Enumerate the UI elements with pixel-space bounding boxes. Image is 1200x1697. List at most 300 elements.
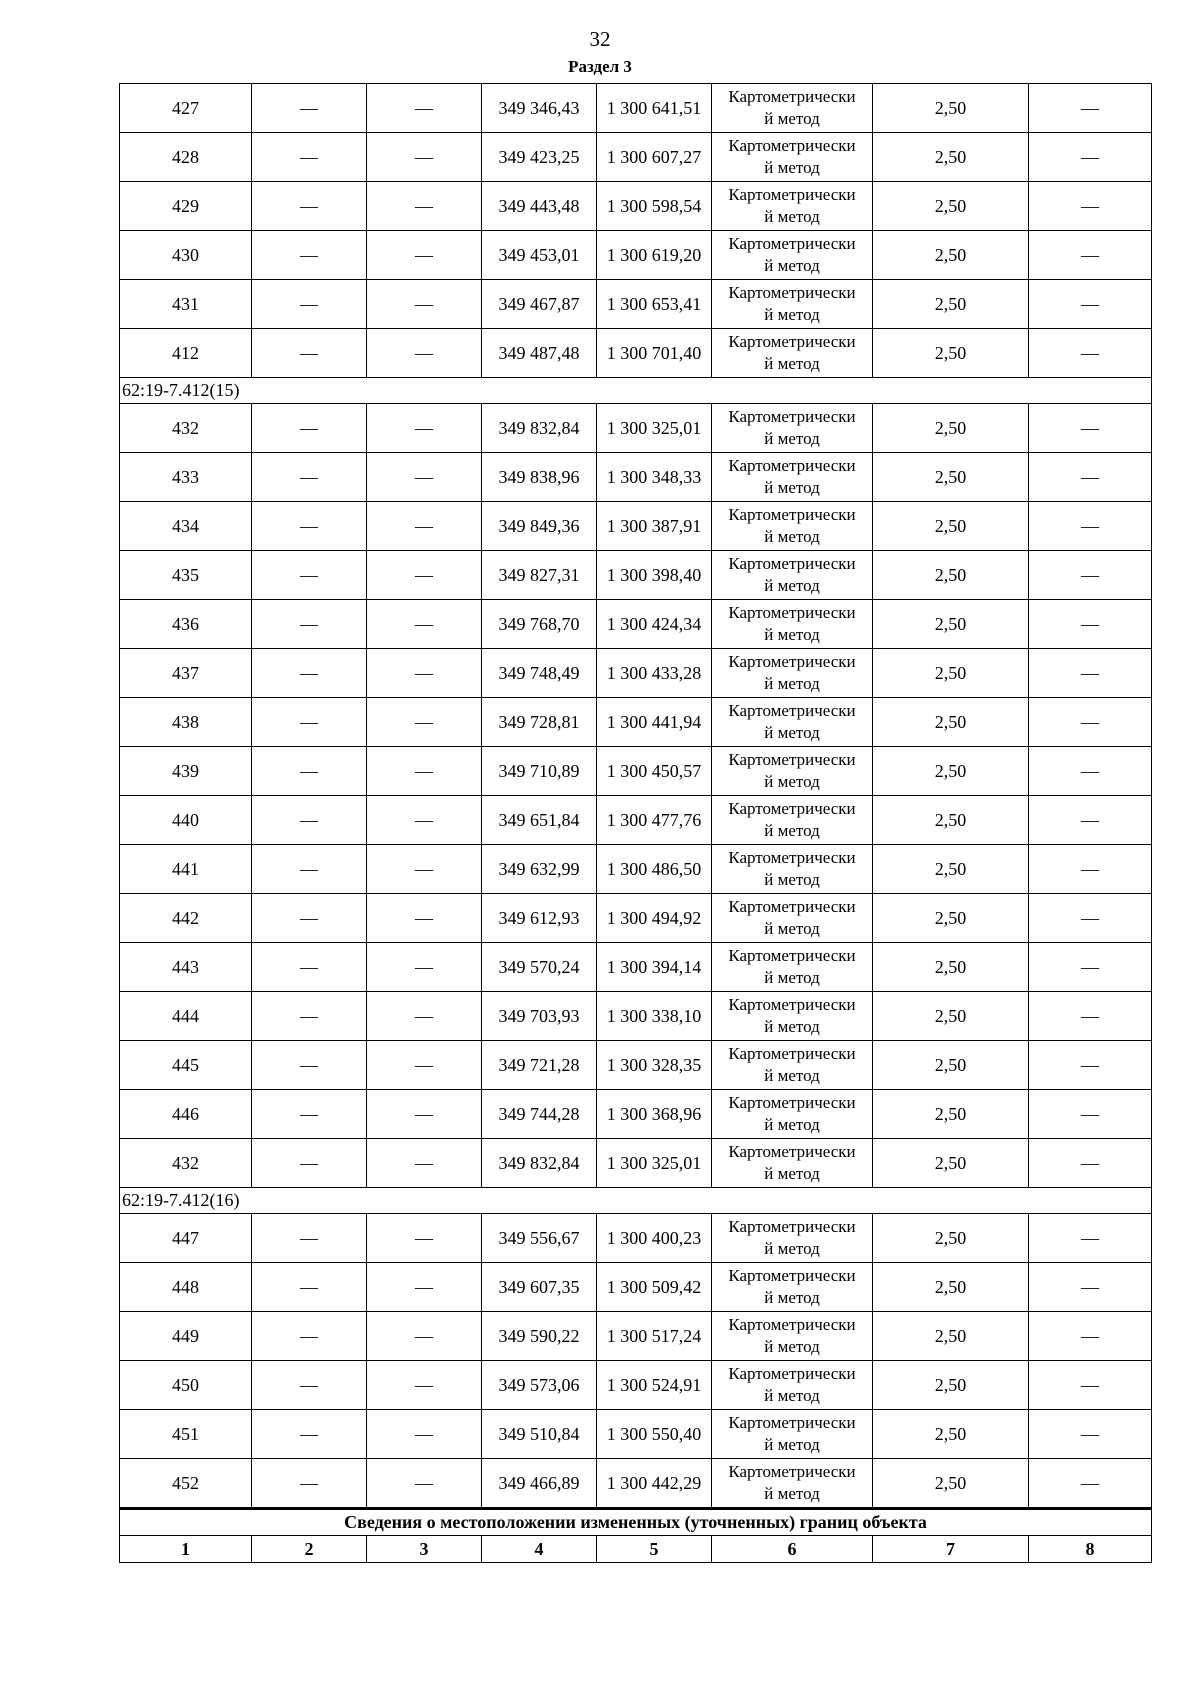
accuracy-value: 2,50 [873,1263,1029,1312]
empty-dash: — [367,600,482,649]
method-text-line1: Картометрически [728,1093,856,1112]
accuracy-value: 2,50 [873,231,1029,280]
coordinate-x: 349 573,06 [482,1361,597,1410]
column-number: 8 [1029,1536,1152,1563]
method-text-line2: й метод [764,723,820,742]
method-text-line1: Картометрически [728,87,856,106]
method-cell [712,1139,873,1188]
method-cell [712,404,873,453]
empty-dash: — [367,84,482,133]
empty-dash: — [367,1410,482,1459]
accuracy-value: 2,50 [873,1312,1029,1361]
point-number: 430 [120,231,252,280]
method-cell [712,747,873,796]
empty-dash: — [252,1139,367,1188]
method-cell [712,1459,873,1509]
coordinate-x: 349 453,01 [482,231,597,280]
section-title: Раздел 3 [568,57,632,76]
coordinate-x: 349 748,49 [482,649,597,698]
column-number: 5 [597,1536,712,1563]
coordinate-x: 349 556,67 [482,1214,597,1263]
empty-dash: — [367,992,482,1041]
group-label: 62:19-7.412(15) [120,378,1152,404]
coordinate-y: 1 300 619,20 [597,231,712,280]
point-number: 446 [120,1090,252,1139]
accuracy-value: 2,50 [873,796,1029,845]
method-text-line1: Картометрически [728,332,856,351]
empty-dash: — [252,231,367,280]
point-number: 432 [120,404,252,453]
method-cell [712,649,873,698]
empty-dash: — [367,894,482,943]
accuracy-value: 2,50 [873,1214,1029,1263]
empty-dash: — [1029,551,1152,600]
empty-dash: — [252,329,367,378]
empty-dash: — [252,845,367,894]
method-text-line1: Картометрически [728,554,856,573]
method-cell [712,280,873,329]
coordinate-x: 349 728,81 [482,698,597,747]
method-text-line1: Картометрически [728,283,856,302]
table-row [120,600,1152,649]
accuracy-value: 2,50 [873,1361,1029,1410]
empty-dash: — [252,600,367,649]
point-number: 438 [120,698,252,747]
method-text-line2: й метод [764,1435,820,1454]
empty-dash: — [1029,1459,1152,1509]
empty-dash: — [252,404,367,453]
empty-dash: — [1029,404,1152,453]
accuracy-value: 2,50 [873,698,1029,747]
coordinate-y: 1 300 387,91 [597,502,712,551]
method-cell [712,992,873,1041]
empty-dash: — [1029,796,1152,845]
empty-dash: — [367,453,482,502]
empty-dash: — [367,502,482,551]
table-row [120,1361,1152,1410]
empty-dash: — [1029,747,1152,796]
coordinate-y: 1 300 338,10 [597,992,712,1041]
empty-dash: — [367,747,482,796]
empty-dash: — [1029,894,1152,943]
method-text-line1: Картометрически [728,848,856,867]
point-number: 435 [120,551,252,600]
point-number: 447 [120,1214,252,1263]
point-number: 440 [120,796,252,845]
accuracy-value: 2,50 [873,845,1029,894]
method-text-line2: й метод [764,1115,820,1134]
method-cell [712,1041,873,1090]
empty-dash: — [1029,1410,1152,1459]
empty-dash: — [367,1214,482,1263]
empty-dash: — [252,747,367,796]
coordinate-y: 1 300 607,27 [597,133,712,182]
table-row [120,894,1152,943]
accuracy-value: 2,50 [873,1459,1029,1509]
point-number: 441 [120,845,252,894]
coordinate-y: 1 300 477,76 [597,796,712,845]
method-cell [712,84,873,133]
coordinate-x: 349 838,96 [482,453,597,502]
page-number: 32 [589,27,611,51]
point-number: 451 [120,1410,252,1459]
table-row [120,182,1152,231]
empty-dash: — [367,404,482,453]
point-number: 448 [120,1263,252,1312]
coordinate-x: 349 827,31 [482,551,597,600]
coordinate-y: 1 300 400,23 [597,1214,712,1263]
empty-dash: — [1029,84,1152,133]
accuracy-value: 2,50 [873,453,1029,502]
coordinate-x: 349 590,22 [482,1312,597,1361]
table-row [120,404,1152,453]
empty-dash: — [367,845,482,894]
coordinate-x: 349 443,48 [482,182,597,231]
table-row [120,943,1152,992]
method-cell [712,845,873,894]
point-number: 439 [120,747,252,796]
coordinate-x: 349 710,89 [482,747,597,796]
coordinate-x: 349 744,28 [482,1090,597,1139]
method-text-line2: й метод [764,1164,820,1183]
coordinate-y: 1 300 486,50 [597,845,712,894]
coordinate-y: 1 300 442,29 [597,1459,712,1509]
point-number: 412 [120,329,252,378]
group-header-row [120,378,1152,404]
coordinate-x: 349 703,93 [482,992,597,1041]
coordinate-x: 349 570,24 [482,943,597,992]
coordinate-x: 349 607,35 [482,1263,597,1312]
point-number: 450 [120,1361,252,1410]
method-text-line2: й метод [764,1239,820,1258]
empty-dash: — [367,1090,482,1139]
accuracy-value: 2,50 [873,600,1029,649]
method-text-line2: й метод [764,158,820,177]
method-text-line2: й метод [764,870,820,889]
empty-dash: — [252,133,367,182]
empty-dash: — [252,1214,367,1263]
empty-dash: — [1029,1139,1152,1188]
empty-dash: — [252,1410,367,1459]
method-text-line2: й метод [764,919,820,938]
method-text-line2: й метод [764,256,820,275]
method-text-line1: Картометрически [728,946,856,965]
coordinate-y: 1 300 524,91 [597,1361,712,1410]
method-text-line2: й метод [764,109,820,128]
accuracy-value: 2,50 [873,1139,1029,1188]
coordinate-y: 1 300 433,28 [597,649,712,698]
method-text-line2: й метод [764,625,820,644]
method-text-line2: й метод [764,1017,820,1036]
table-row [120,133,1152,182]
point-number: 445 [120,1041,252,1090]
table-row [120,502,1152,551]
method-text-line1: Картометрически [728,136,856,155]
method-text-line1: Картометрически [728,505,856,524]
accuracy-value: 2,50 [873,502,1029,551]
coordinate-y: 1 300 325,01 [597,404,712,453]
column-number: 3 [367,1536,482,1563]
method-text-line2: й метод [764,527,820,546]
empty-dash: — [367,1041,482,1090]
column-number: 4 [482,1536,597,1563]
method-cell [712,182,873,231]
empty-dash: — [252,182,367,231]
accuracy-value: 2,50 [873,182,1029,231]
method-text-line2: й метод [764,772,820,791]
coordinate-x: 349 721,28 [482,1041,597,1090]
method-cell [712,1214,873,1263]
empty-dash: — [1029,453,1152,502]
coordinate-x: 349 467,87 [482,280,597,329]
method-text-line2: й метод [764,1288,820,1307]
accuracy-value: 2,50 [873,329,1029,378]
method-cell [712,453,873,502]
accuracy-value: 2,50 [873,747,1029,796]
method-text-line2: й метод [764,207,820,226]
empty-dash: — [367,649,482,698]
empty-dash: — [1029,280,1152,329]
empty-dash: — [252,502,367,551]
accuracy-value: 2,50 [873,1041,1029,1090]
point-number: 434 [120,502,252,551]
empty-dash: — [1029,649,1152,698]
method-text-line2: й метод [764,354,820,373]
method-text-line1: Картометрически [728,1462,856,1481]
method-text-line1: Картометрически [728,897,856,916]
point-number: 443 [120,943,252,992]
method-cell [712,600,873,649]
empty-dash: — [367,698,482,747]
empty-dash: — [252,1312,367,1361]
method-text-line2: й метод [764,429,820,448]
empty-dash: — [252,1090,367,1139]
coordinate-x: 349 510,84 [482,1410,597,1459]
method-cell [712,698,873,747]
method-cell [712,943,873,992]
method-cell [712,231,873,280]
method-text-line1: Картометрически [728,1217,856,1236]
coordinate-y: 1 300 368,96 [597,1090,712,1139]
empty-dash: — [367,1361,482,1410]
coordinates-table [119,83,1152,1563]
method-text-line1: Картометрически [728,799,856,818]
method-cell [712,1361,873,1410]
empty-dash: — [367,329,482,378]
empty-dash: — [1029,698,1152,747]
table-row [120,1312,1152,1361]
point-number: 437 [120,649,252,698]
empty-dash: — [252,551,367,600]
group-header-row [120,1188,1152,1214]
empty-dash: — [367,280,482,329]
method-cell [712,551,873,600]
method-text-line2: й метод [764,478,820,497]
accuracy-value: 2,50 [873,551,1029,600]
empty-dash: — [252,992,367,1041]
accuracy-value: 2,50 [873,894,1029,943]
coordinate-y: 1 300 509,42 [597,1263,712,1312]
accuracy-value: 2,50 [873,404,1029,453]
coordinate-y: 1 300 348,33 [597,453,712,502]
method-text-line1: Картометрически [728,701,856,720]
point-number: 452 [120,1459,252,1509]
accuracy-value: 2,50 [873,943,1029,992]
empty-dash: — [1029,845,1152,894]
empty-dash: — [367,231,482,280]
method-text-line2: й метод [764,576,820,595]
empty-dash: — [367,133,482,182]
method-text-line2: й метод [764,968,820,987]
point-number: 444 [120,992,252,1041]
empty-dash: — [252,280,367,329]
coordinate-y: 1 300 598,54 [597,182,712,231]
point-number: 436 [120,600,252,649]
method-text-line1: Картометрически [728,1413,856,1432]
empty-dash: — [367,796,482,845]
empty-dash: — [1029,1214,1152,1263]
empty-dash: — [1029,231,1152,280]
table-row [120,796,1152,845]
point-number: 442 [120,894,252,943]
empty-dash: — [367,1139,482,1188]
empty-dash: — [252,1361,367,1410]
coordinate-y: 1 300 441,94 [597,698,712,747]
empty-dash: — [1029,182,1152,231]
table-row [120,1139,1152,1188]
column-number: 1 [120,1536,252,1563]
method-text-line1: Картометрически [728,185,856,204]
method-text-line1: Картометрически [728,234,856,253]
coordinate-x: 349 832,84 [482,1139,597,1188]
method-text-line1: Картометрически [728,456,856,475]
empty-dash: — [252,796,367,845]
table-row [120,747,1152,796]
coordinate-y: 1 300 398,40 [597,551,712,600]
method-cell [712,1312,873,1361]
point-number: 429 [120,182,252,231]
empty-dash: — [252,1041,367,1090]
method-text-line2: й метод [764,1386,820,1405]
empty-dash: — [1029,1263,1152,1312]
empty-dash: — [252,649,367,698]
coordinate-y: 1 300 653,41 [597,280,712,329]
empty-dash: — [1029,133,1152,182]
method-text-line1: Картометрически [728,652,856,671]
empty-dash: — [367,1459,482,1509]
accuracy-value: 2,50 [873,992,1029,1041]
accuracy-value: 2,50 [873,133,1029,182]
method-text-line1: Картометрически [728,1364,856,1383]
coordinate-y: 1 300 450,57 [597,747,712,796]
table-row [120,84,1152,133]
method-text-line1: Картометрически [728,1266,856,1285]
method-cell [712,894,873,943]
coordinate-y: 1 300 325,01 [597,1139,712,1188]
empty-dash: — [252,894,367,943]
method-text-line1: Картометрически [728,1044,856,1063]
empty-dash: — [367,551,482,600]
table-row [120,1090,1152,1139]
empty-dash: — [367,182,482,231]
empty-dash: — [1029,329,1152,378]
coordinate-x: 349 849,36 [482,502,597,551]
table-row [120,280,1152,329]
table-row [120,551,1152,600]
empty-dash: — [1029,1361,1152,1410]
method-text-line1: Картометрически [728,995,856,1014]
coordinate-y: 1 300 550,40 [597,1410,712,1459]
method-text-line2: й метод [764,1484,820,1503]
table-row [120,329,1152,378]
method-cell [712,329,873,378]
point-number: 432 [120,1139,252,1188]
method-text-line1: Картометрически [728,603,856,622]
coordinate-y: 1 300 517,24 [597,1312,712,1361]
table-row [120,1459,1152,1509]
coordinate-x: 349 768,70 [482,600,597,649]
table-row [120,453,1152,502]
method-cell [712,1090,873,1139]
method-cell [712,796,873,845]
empty-dash: — [252,1459,367,1509]
empty-dash: — [367,1263,482,1312]
accuracy-value: 2,50 [873,649,1029,698]
empty-dash: — [252,698,367,747]
method-cell [712,1410,873,1459]
table-row [120,992,1152,1041]
coordinate-x: 349 832,84 [482,404,597,453]
coordinate-y: 1 300 701,40 [597,329,712,378]
accuracy-value: 2,50 [873,84,1029,133]
accuracy-value: 2,50 [873,1090,1029,1139]
method-text-line2: й метод [764,305,820,324]
column-number: 6 [712,1536,873,1563]
empty-dash: — [367,1312,482,1361]
empty-dash: — [1029,992,1152,1041]
method-cell [712,502,873,551]
method-text-line2: й метод [764,674,820,693]
coordinate-x: 349 346,43 [482,84,597,133]
method-text-line1: Картометрически [728,750,856,769]
empty-dash: — [1029,1312,1152,1361]
table-row [120,1410,1152,1459]
coordinate-y: 1 300 328,35 [597,1041,712,1090]
point-number: 428 [120,133,252,182]
coordinate-x: 349 651,84 [482,796,597,845]
coordinate-x: 349 466,89 [482,1459,597,1509]
point-number: 449 [120,1312,252,1361]
method-text-line1: Картометрически [728,1315,856,1334]
method-cell [712,1263,873,1312]
point-number: 427 [120,84,252,133]
footer-section-title-row [120,1509,1152,1536]
empty-dash: — [367,943,482,992]
group-label: 62:19-7.412(16) [120,1188,1152,1214]
table-row [120,1041,1152,1090]
method-text-line1: Картометрически [728,1142,856,1161]
empty-dash: — [252,1263,367,1312]
method-text-line2: й метод [764,1066,820,1085]
coordinate-y: 1 300 641,51 [597,84,712,133]
table-row [120,1214,1152,1263]
empty-dash: — [1029,502,1152,551]
column-numbers-row [120,1536,1152,1563]
table-row [120,698,1152,747]
empty-dash: — [1029,1090,1152,1139]
coordinate-x: 349 487,48 [482,329,597,378]
coordinate-x: 349 612,93 [482,894,597,943]
